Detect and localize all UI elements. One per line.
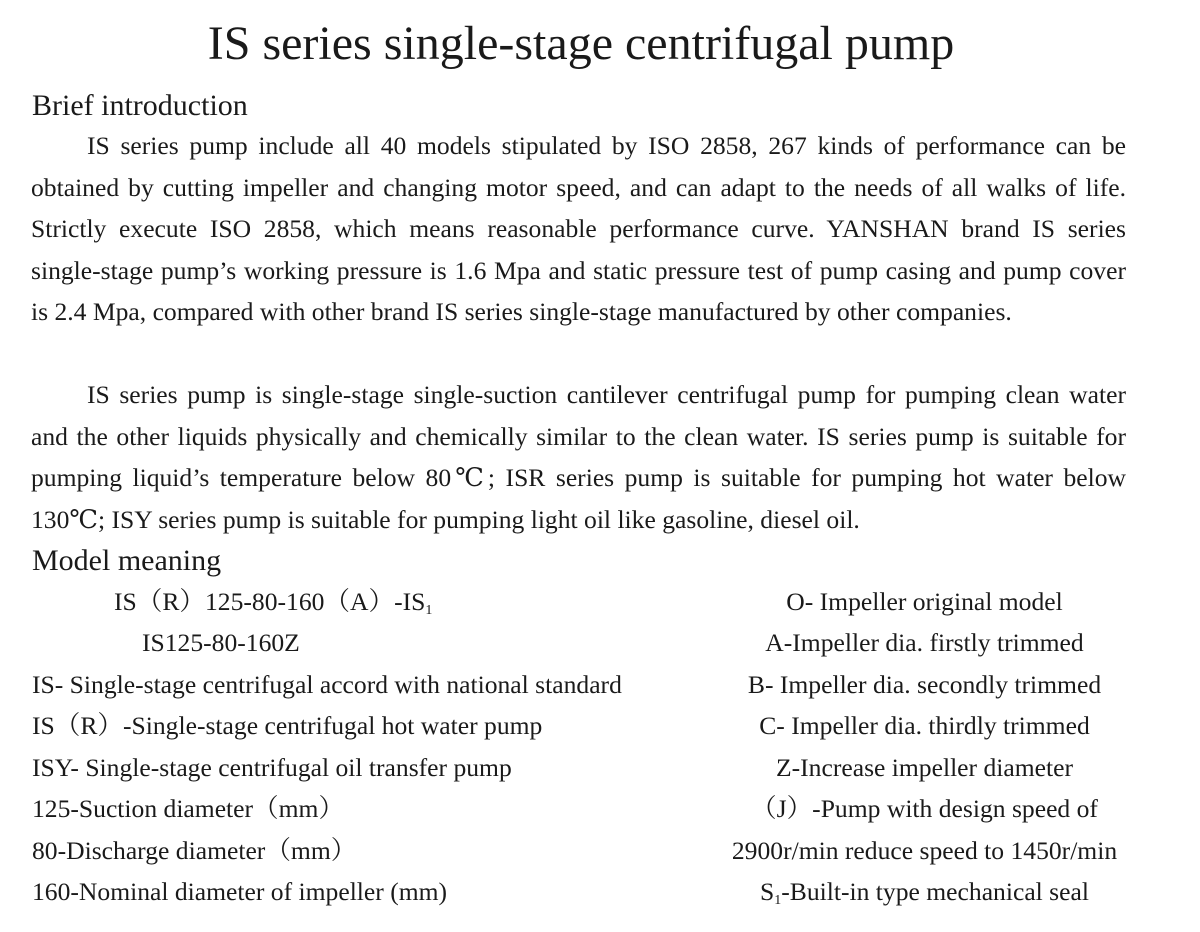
right-item-7: 2900r/min reduce speed to 1450r/min (731, 836, 1118, 865)
seal-text: -Built-in type mechanical seal (781, 877, 1089, 906)
left-item-2: IS（R）-Single-stage centrifugal hot water pump (32, 711, 543, 740)
model-example-code-2: IS125-80-160Z (142, 628, 300, 657)
model-heading: Model meaning (32, 544, 222, 577)
right-item-2: A-Impeller dia. firstly trimmed (765, 628, 1084, 657)
right-item-1: O- Impeller original model (786, 587, 1063, 616)
left-item-6: 160-Nominal diameter of impeller (mm) (32, 877, 448, 906)
model-example-code (114, 585, 432, 619)
right-item-5: Z-Increase impeller diameter (775, 753, 1073, 782)
right-item-4: C- Impeller dia. thirdly trimmed (759, 711, 1090, 740)
left-item-3: ISY- Single-stage centrifugal oil transfer pump (32, 753, 512, 782)
seal-subscript: 1 (774, 893, 782, 908)
intro-paragraph-2: IS series pump is single-stage single-suction cantilever centrifugal pump for pumping clean water and the other liquids physically and chemically similar to the clean water. IS series pump is suitable for pumping liquid’s temperature below 80℃; ISR series pump is suitable for pumping hot water below 130℃; ISY series pump is suitable for pumping light oil like gasoline, diesel oil. (31, 380, 1126, 534)
right-item-3: B- Impeller dia. secondly trimmed (747, 670, 1102, 699)
left-item-4: 125-Suction diameter（mm） (32, 794, 345, 823)
intro-heading: Brief introduction (32, 89, 248, 122)
left-item-1: IS- Single-stage centrifugal accord with national standard (32, 670, 622, 699)
model-example-code-main: IS（R）125-80-160（A）-IS (114, 587, 426, 616)
right-item-seal (712, 875, 1137, 909)
intro-paragraph-1: IS series pump include all 40 models stipulated by ISO 2858, 267 kinds of performance can be obtained by cutting impeller and changing motor speed, and can adapt to the needs of all walks of life. Strictly execute ISO 2858, which means reasonable performance curve. YANSHAN brand IS series single-stage pump’s working pressure is 1.6 Mpa and static pressure test of pump casing and pump cover is 2.4 Mpa, compared with other brand IS series single-stage manufactured by other companies. (31, 131, 1126, 326)
model-example-code-subscript: 1 (425, 603, 433, 618)
page-title: IS series single-stage centrifugal pump (207, 17, 955, 70)
seal-prefix: S (760, 877, 775, 906)
left-item-5: 80-Discharge diameter（mm） (32, 836, 357, 865)
right-item-6: （J）-Pump with design speed of (751, 794, 1098, 823)
